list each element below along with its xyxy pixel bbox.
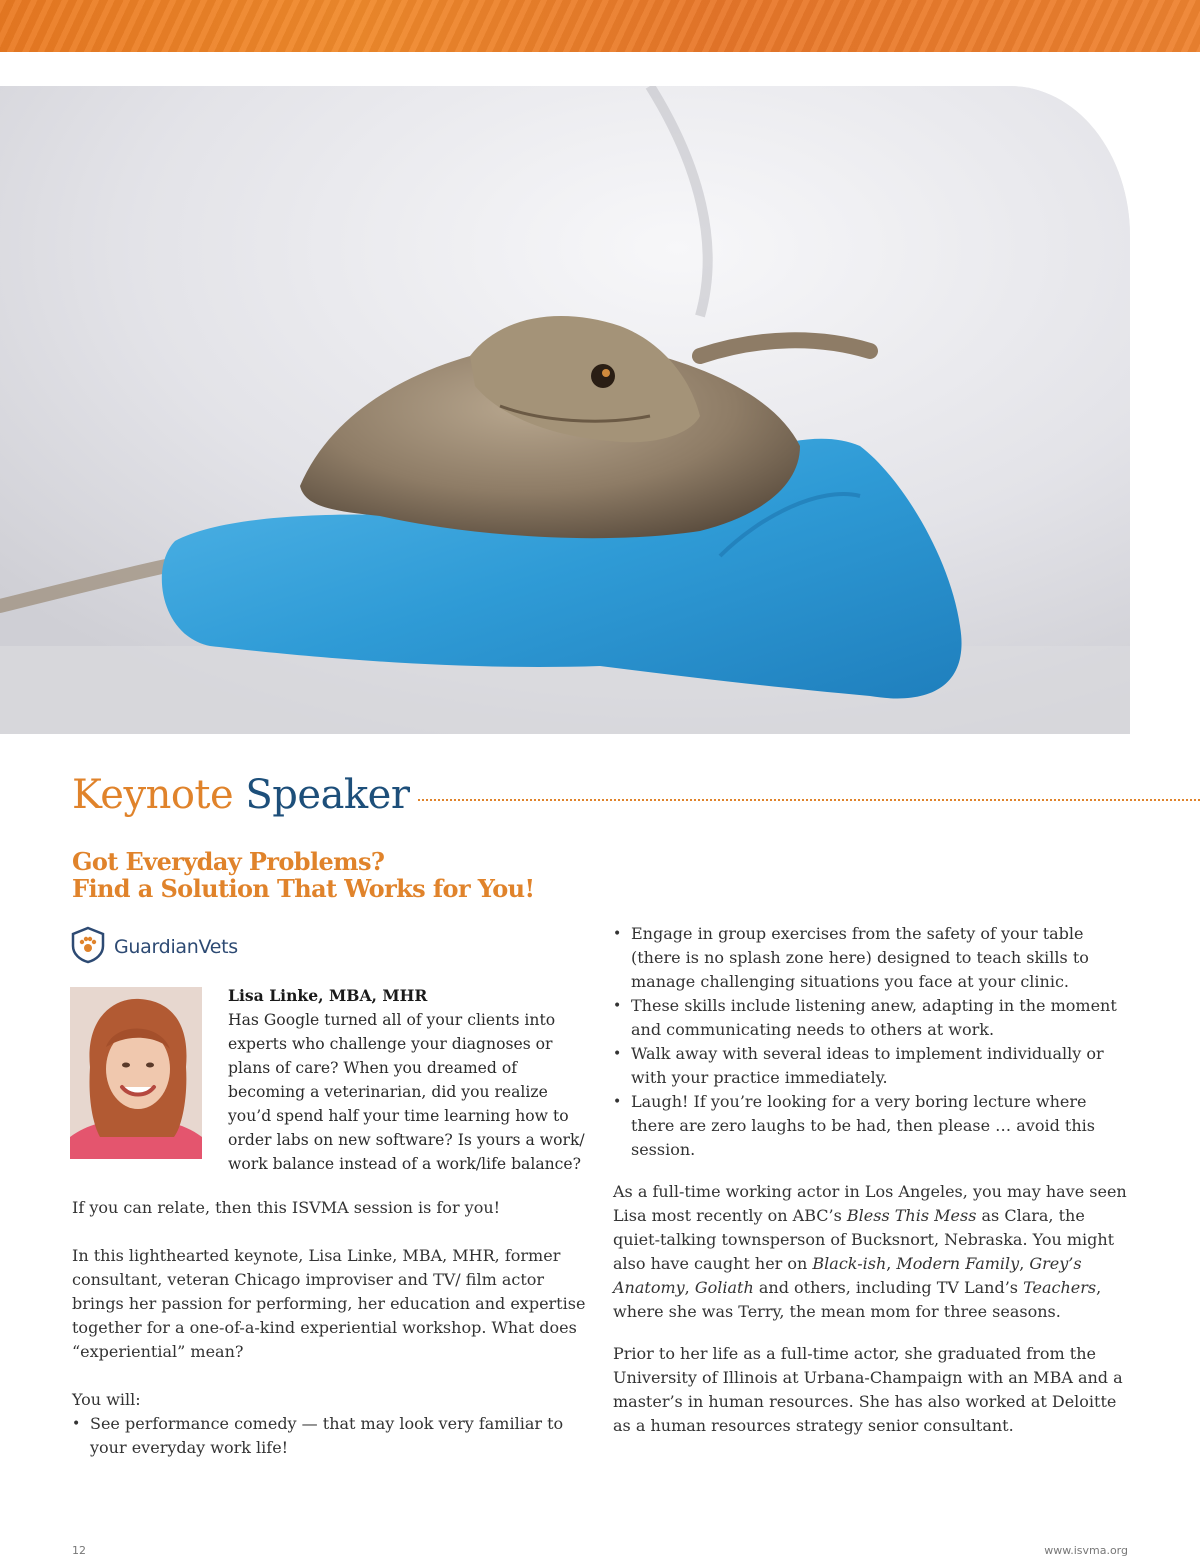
- sponsor-logo: [70, 926, 238, 968]
- bullet-item: • Engage in group exercises from the safety of your table (there is no splash zone here) designed to teach skills to manage challenging situations you face at your clinic.: [613, 922, 1133, 994]
- show-title: Goliath: [694, 1278, 754, 1297]
- paragraph-keynote-description: In this lighthearted keynote, Lisa Linke, MBA, MHR, former consultant, veteran Chicago improviser and TV/ film actor brings her passion for performing, her education and expertise together for a one-of-a-kind experiential workshop. What does “experiential” mean?: [72, 1246, 586, 1361]
- separator: ,: [1019, 1254, 1030, 1273]
- show-title: Modern Family: [896, 1254, 1020, 1273]
- hero-image-bearded-dragon: [0, 86, 1130, 734]
- separator: ,: [684, 1278, 695, 1297]
- speaker-bio: [228, 984, 588, 1176]
- paragraph-actor: [613, 1180, 1133, 1324]
- session-headline: [72, 848, 534, 902]
- show-title: Black-ish: [812, 1254, 887, 1273]
- bullet-item: • Laugh! If you’re looking for a very boring lecture where there are zero laughs to be had, then please … avoid this session.: [613, 1090, 1133, 1162]
- top-orange-band: [0, 0, 1200, 52]
- speaker-intro: Has Google turned all of your clients into experts who challenge your diagnoses or plans of care? When you dreamed of becoming a veterinarian, did you realize you’d spend half your time learning how to order labs on new software? Is yours a work/ work balance instead of a work/life balance?: [228, 1011, 585, 1173]
- bullet-item: • See performance comedy — that may look very familiar to your everyday work life!: [72, 1412, 592, 1460]
- shield-paw-icon: [70, 926, 106, 968]
- paragraph-prior-career: Prior to her life as a full-time actor, she graduated from the University of Illinois at Urbana-Champaign with an MBA and a master’s in human resources. She has also worked at Deloitte as a human resources strategy senior consultant.: [613, 1344, 1123, 1435]
- separator: ,: [886, 1254, 897, 1273]
- website-url: www.isvma.org: [1044, 1544, 1128, 1557]
- actor-text-1: As a full-time working actor in Los Angeles, you may have seen Lisa most recently on ABC’s: [613, 1182, 1127, 1225]
- actor-text-2: as Clara, the quiet-talking townsperson of Bucksnort, Nebraska. You might also have caught her on: [613, 1206, 1115, 1273]
- bullet-item: • Walk away with several ideas to implement individually or with your practice immediately.: [613, 1042, 1133, 1090]
- headline-line-2: Find a Solution That Works for You!: [72, 874, 535, 903]
- paragraph-relate: If you can relate, then this ISVMA session is for you!: [72, 1198, 501, 1217]
- bullet-list-left: [72, 1412, 592, 1460]
- speaker-name: Lisa Linke, MBA, MHR: [228, 986, 428, 1005]
- actor-text-3: and others, including TV Land’s: [753, 1278, 1024, 1297]
- sponsor-name: GuardianVets: [114, 936, 238, 958]
- dotted-divider: [418, 799, 1200, 801]
- speaker-photo: [70, 987, 202, 1159]
- section-title-speaker: Speaker: [245, 772, 410, 818]
- bullet-item: • These skills include listening anew, adapting in the moment and communicating needs to others at work.: [613, 994, 1133, 1042]
- you-will-label: You will:: [72, 1390, 141, 1409]
- show-title: Teachers: [1023, 1278, 1097, 1297]
- actor-text-4: , where she was Terry, the mean mom for three seasons.: [613, 1278, 1102, 1321]
- section-title-keynote: Keynote: [72, 772, 234, 818]
- section-title: [72, 772, 409, 818]
- right-column: [613, 922, 1133, 1438]
- page-number: 12: [72, 1544, 86, 1557]
- bullet-list-right: [613, 922, 1133, 1162]
- left-column: [72, 1196, 592, 1460]
- headline-line-1: Got Everyday Problems?: [72, 847, 385, 876]
- show-title: Grey’s Anatomy: [613, 1254, 1082, 1297]
- show-title: Bless This Mess: [846, 1206, 977, 1225]
